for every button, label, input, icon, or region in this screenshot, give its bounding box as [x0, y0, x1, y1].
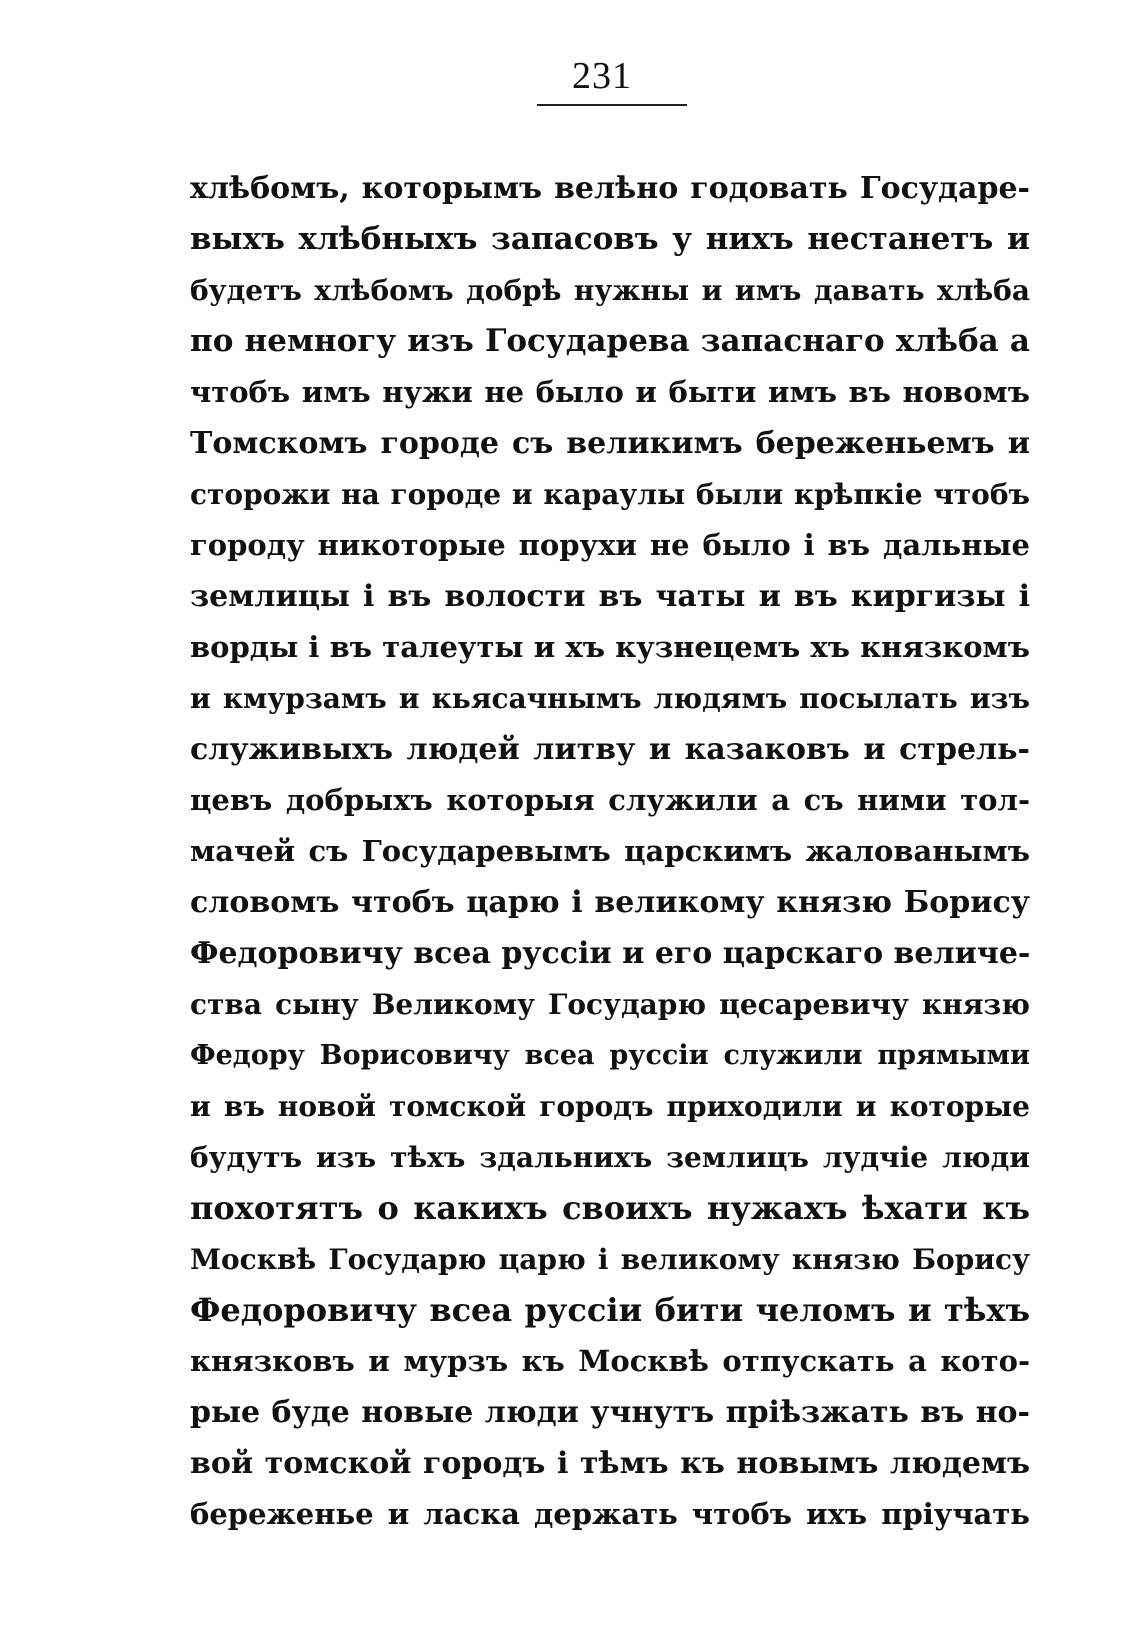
text-line: Федоровичу всеа руссіи и его царскаго величе- [190, 936, 1030, 971]
text-line: Томскомъ городе съ великимъ береженьемъ и [190, 426, 1030, 461]
text-line: ства сыну Великому Государю цесаревичу князю [190, 988, 1030, 1021]
text-line: по немногу изъ Государева запаснаго хлѣба а [190, 323, 1030, 359]
text-line: цевъ добрыхъ которыя служили а съ ними тол- [190, 783, 1030, 817]
text-line: служивыхъ людей литву и казаковъ и стрель- [190, 732, 1030, 767]
header-rule [537, 104, 687, 106]
text-line: городу никоторые порухи не было і въ дальные [190, 528, 1030, 562]
text-line: Федору Ворисовичу всеа руссіи служили прямыми [190, 1040, 1030, 1071]
text-line: словомъ чтобъ царю і великому князю Борису [190, 885, 1030, 920]
text-line: рые буде новые люди учнутъ пріѣзжать въ но- [190, 1395, 1030, 1430]
text-line: будутъ изъ тѣхъ здальнихъ землицъ лудчіе люди [190, 1141, 1030, 1174]
text-line: и кмурзамъ и кьясачнымъ людямъ посылать изъ [190, 682, 1030, 715]
text-line: похотятъ о какихъ своихъ нужахъ ѣхати къ [190, 1189, 1030, 1227]
page-number: 231 [572, 55, 632, 97]
text-line: и въ новой томской городъ приходили и которые [190, 1090, 1030, 1123]
text-line: вой томской городъ і тѣмъ къ новымъ людемъ [190, 1446, 1030, 1481]
text-line: сторожи на городе и караулы были крѣпкіе чтобъ [190, 478, 1030, 511]
text-line: ворды і въ талеуты и хъ кузнецемъ хъ князкомъ [190, 630, 1030, 664]
text-line: будетъ хлѣбомъ добрѣ нужны и имъ давать хлѣба [190, 274, 1030, 307]
text-line: мачей съ Государевымъ царскимъ жалованымъ [190, 834, 1030, 868]
text-line: Федоровичу всеа руссіи бити челомъ и тѣхъ [190, 1291, 1030, 1329]
body-text [190, 163, 1030, 1540]
text-line: Москвѣ Государю царю і великому князю Борису [190, 1243, 1030, 1276]
text-line: землицы і въ волости въ чаты и въ киргизы і [190, 579, 1030, 614]
text-line: хлѣбомъ, которымъ велѣно годовать Государе- [190, 171, 1030, 206]
text-line: выхъ хлѣбныхъ запасовъ у нихъ нестанетъ и [190, 221, 1030, 257]
text-line: чтобъ имъ нужи не было и быти имъ въ новомъ [190, 375, 1030, 409]
text-line: князковъ и мурзъ къ Москвѣ отпускать а кото- [190, 1344, 1030, 1378]
text-line: береженье и ласка держать чтобъ ихъ пріучать [190, 1497, 1030, 1531]
